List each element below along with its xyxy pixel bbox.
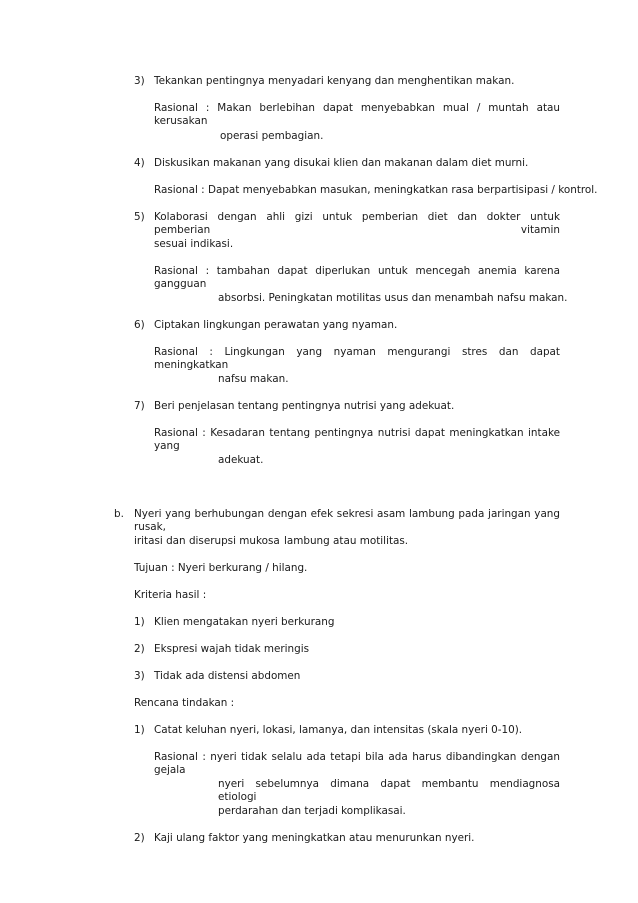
rencana-2-text: Kaji ulang faktor yang meningkatkan atau menurunkan nyeri. bbox=[154, 832, 475, 844]
rencana-1-rasional-line3: perdarahan dan terjadi komplikasai. bbox=[218, 805, 406, 817]
item-4-number: 4) bbox=[134, 157, 145, 169]
item-4-text: Diskusikan makanan yang disukai klien dan makanan dalam diet murni. bbox=[154, 157, 529, 169]
kriteria-1-text: Klien mengatakan nyeri berkurang bbox=[154, 616, 335, 628]
kriteria-3-text: Tidak ada distensi abdomen bbox=[154, 670, 301, 682]
item-7-number: 7) bbox=[134, 400, 145, 412]
item-6-rasional-line2: nafsu makan. bbox=[218, 373, 289, 385]
item-7-rasional-line2: adekuat. bbox=[218, 454, 264, 466]
item-5-text-line2: sesuai indikasi. bbox=[154, 238, 234, 250]
item-7-rasional-line1: Rasional : Kesadaran tentang pentingnya nutrisi dapat meningkatkan intake yang bbox=[154, 427, 560, 452]
item-3-text: Tekankan pentingnya menyadari kenyang dan menghentikan makan. bbox=[154, 75, 515, 87]
item-4-rasional-line1: Rasional : Dapat menyebabkan masukan, meningkatkan rasa berpartisipasi / kontrol. bbox=[154, 184, 598, 196]
rencana-1-rasional-line1: Rasional : nyeri tidak selalu ada tetapi bila ada harus dibandingkan dengan gejala bbox=[154, 751, 560, 776]
section-b-label: b. bbox=[114, 508, 124, 520]
rencana-1-rasional-line2: nyeri sebelumnya dimana dapat membantu mendiagnosa etiologi bbox=[218, 778, 560, 803]
kriteria-1-number: 1) bbox=[134, 616, 145, 628]
kriteria-2-text: Ekspresi wajah tidak meringis bbox=[154, 643, 310, 655]
item-3-rasional-line2: operasi pembagian. bbox=[220, 130, 324, 142]
item-6-rasional-line1: Rasional : Lingkungan yang nyaman mengurangi stres dan dapat meningkatkan bbox=[154, 346, 560, 371]
section-b-rencana-heading: Rencana tindakan : bbox=[134, 697, 235, 709]
item-7-text: Beri penjelasan tentang pentingnya nutrisi yang adekuat. bbox=[154, 400, 455, 412]
section-b-diagnosis-line2b: lambung atau motilitas. bbox=[284, 535, 409, 547]
item-5-number: 5) bbox=[134, 211, 145, 223]
rencana-2-number: 2) bbox=[134, 832, 145, 844]
rencana-1-text: Catat keluhan nyeri, lokasi, lamanya, dan intensitas (skala nyeri 0-10). bbox=[154, 724, 523, 736]
kriteria-3-number: 3) bbox=[134, 670, 145, 682]
item-6-number: 6) bbox=[134, 319, 145, 331]
section-b-kriteria-heading: Kriteria hasil : bbox=[134, 589, 207, 601]
item-3-number: 3) bbox=[134, 75, 145, 87]
section-b-diagnosis-line1: Nyeri yang berhubungan dengan efek sekresi asam lambung pada jaringan yang rusak, bbox=[134, 508, 560, 533]
rencana-1-number: 1) bbox=[134, 724, 145, 736]
section-b-diagnosis-line2a: iritasi dan diserupsi mukosa bbox=[134, 535, 280, 547]
item-5-rasional-line2: absorbsi. Peningkatan motilitas usus dan menambah nafsu makan. bbox=[218, 292, 568, 304]
item-6-text: Ciptakan lingkungan perawatan yang nyaman. bbox=[154, 319, 398, 331]
item-5-rasional-line1: Rasional : tambahan dapat diperlukan untuk mencegah anemia karena gangguan bbox=[154, 265, 560, 290]
kriteria-2-number: 2) bbox=[134, 643, 145, 655]
section-b-tujuan: Tujuan : Nyeri berkurang / hilang. bbox=[134, 562, 308, 574]
item-3-rasional-line1: Rasional : Makan berlebihan dapat menyebabkan mual / muntah atau kerusakan bbox=[154, 102, 560, 127]
item-5-text-line1: Kolaborasi dengan ahli gizi untuk pemberian diet dan dokter untuk pemberian vitamin bbox=[154, 211, 560, 236]
